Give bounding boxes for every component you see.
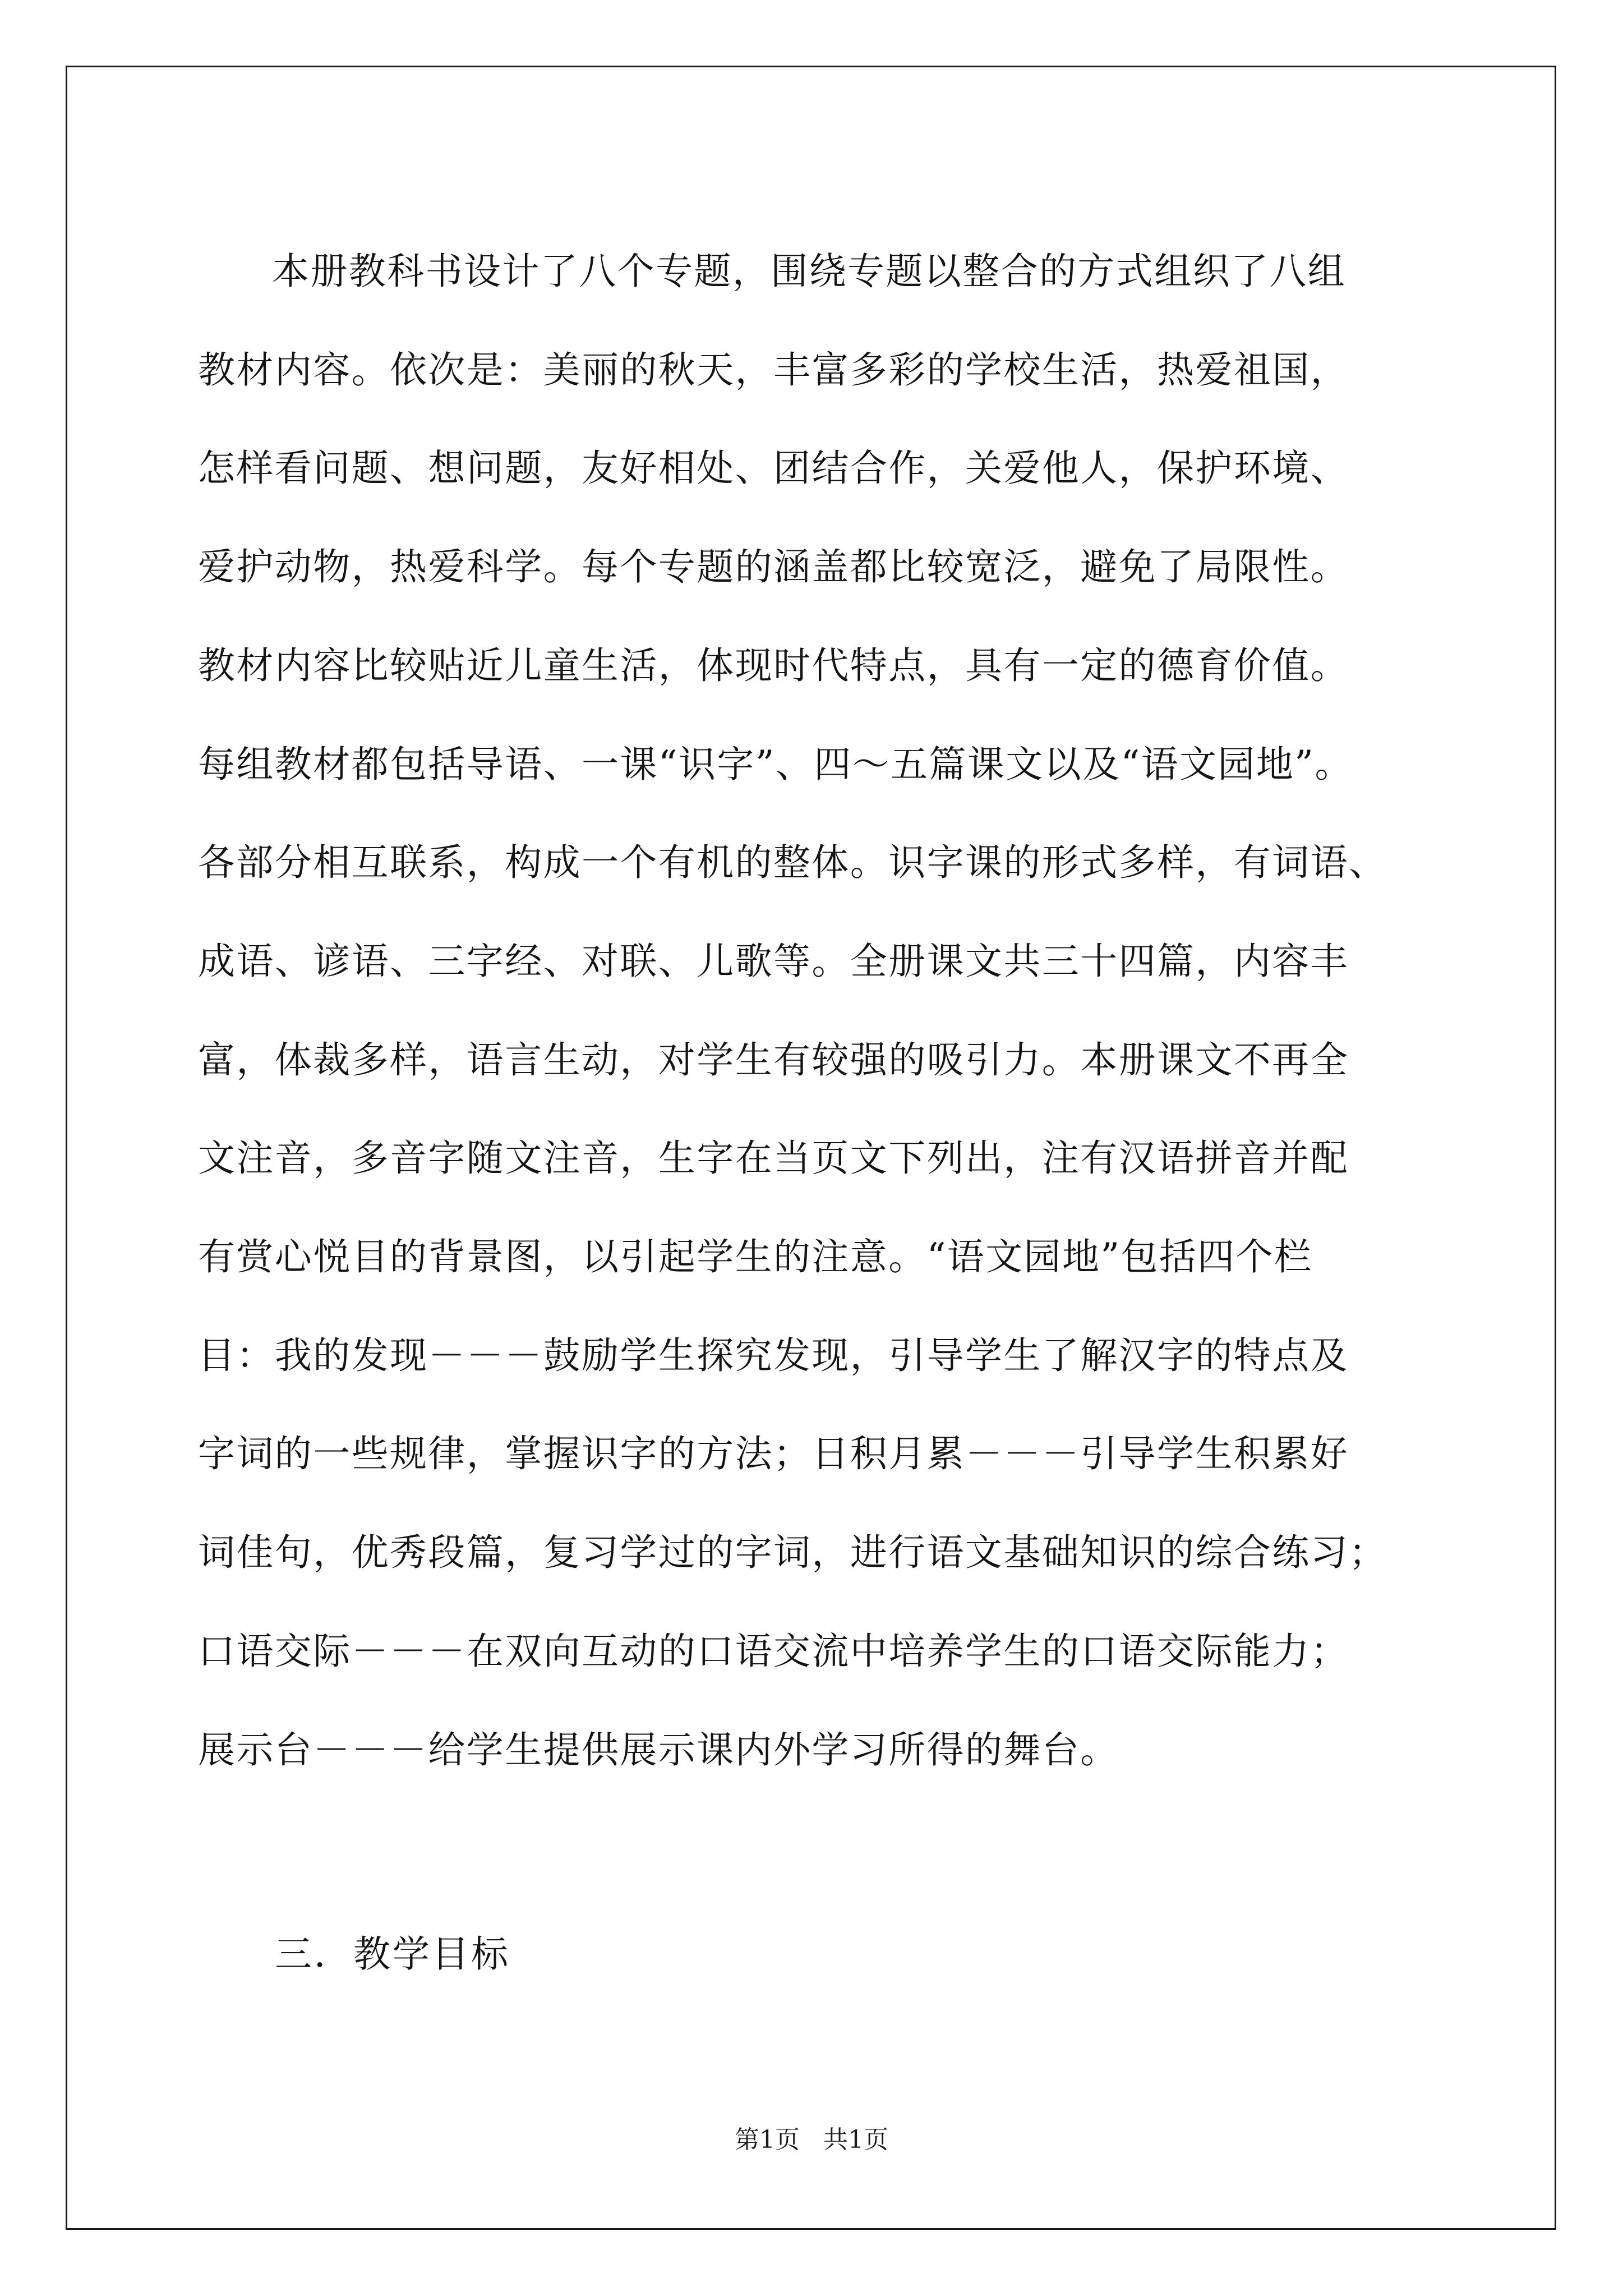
paragraph-line: 成语、谚语、三字经、对联、儿歌等。全册课文共三十四篇，内容丰 bbox=[198, 939, 1349, 983]
section-heading: 三．教学目标 bbox=[275, 1932, 510, 1976]
paragraph-line: 富，体裁多样，语言生动，对学生有较强的吸引力。本册课文不再全 bbox=[198, 1038, 1349, 1082]
paragraph-line: 本册教科书设计了八个专题，围绕专题以整合的方式组织了八组 bbox=[272, 250, 1347, 293]
paragraph-line: 文注音，多音字随文注音，生字在当页文下列出，注有汉语拼音并配 bbox=[198, 1137, 1349, 1180]
paragraph-line: 字词的一些规律，掌握识字的方法；日积月累－－－引导学生积累好 bbox=[198, 1432, 1349, 1476]
paragraph-line: 目：我的发现－－－鼓励学生探究发现，引导学生了解汉字的特点及 bbox=[198, 1333, 1349, 1377]
paragraph-line: 每组教材都包括导语、一课“识字”、四～五篇课文以及“语文园地”。 bbox=[198, 742, 1353, 786]
paragraph-line: 教材内容比较贴近儿童生活，体现时代特点，具有一定的德育价值。 bbox=[198, 643, 1349, 687]
paragraph-line: 教材内容。依次是：美丽的秋天，丰富多彩的学校生活，热爱祖国， bbox=[198, 348, 1349, 392]
paragraph-line: 展示台－－－给学生提供展示课内外学习所得的舞台。 bbox=[198, 1728, 1119, 1772]
paragraph-line: 词佳句，优秀段篇，复习学过的字词，进行语文基础知识的综合练习； bbox=[198, 1531, 1387, 1575]
paragraph-line: 各部分相互联系，构成一个有机的整体。识字课的形式多样，有词语、 bbox=[198, 841, 1387, 885]
paragraph-line: 爱护动物，热爱科学。每个专题的涵盖都比较宽泛，避免了局限性。 bbox=[198, 545, 1349, 589]
paragraph-line: 有赏心悦目的背景图，以引起学生的注意。“语文园地”包括四个栏 bbox=[198, 1235, 1313, 1279]
paragraph-line: 怎样看问题、想问题，友好相处、团结合作，关爱他人，保护环境、 bbox=[198, 447, 1349, 490]
page-footer: 第1页 共1页 bbox=[735, 2125, 888, 2154]
body-paragraph bbox=[198, 222, 1460, 1799]
paragraph-line: 口语交际－－－在双向互动的口语交流中培养学生的口语交际能力； bbox=[198, 1629, 1349, 1673]
